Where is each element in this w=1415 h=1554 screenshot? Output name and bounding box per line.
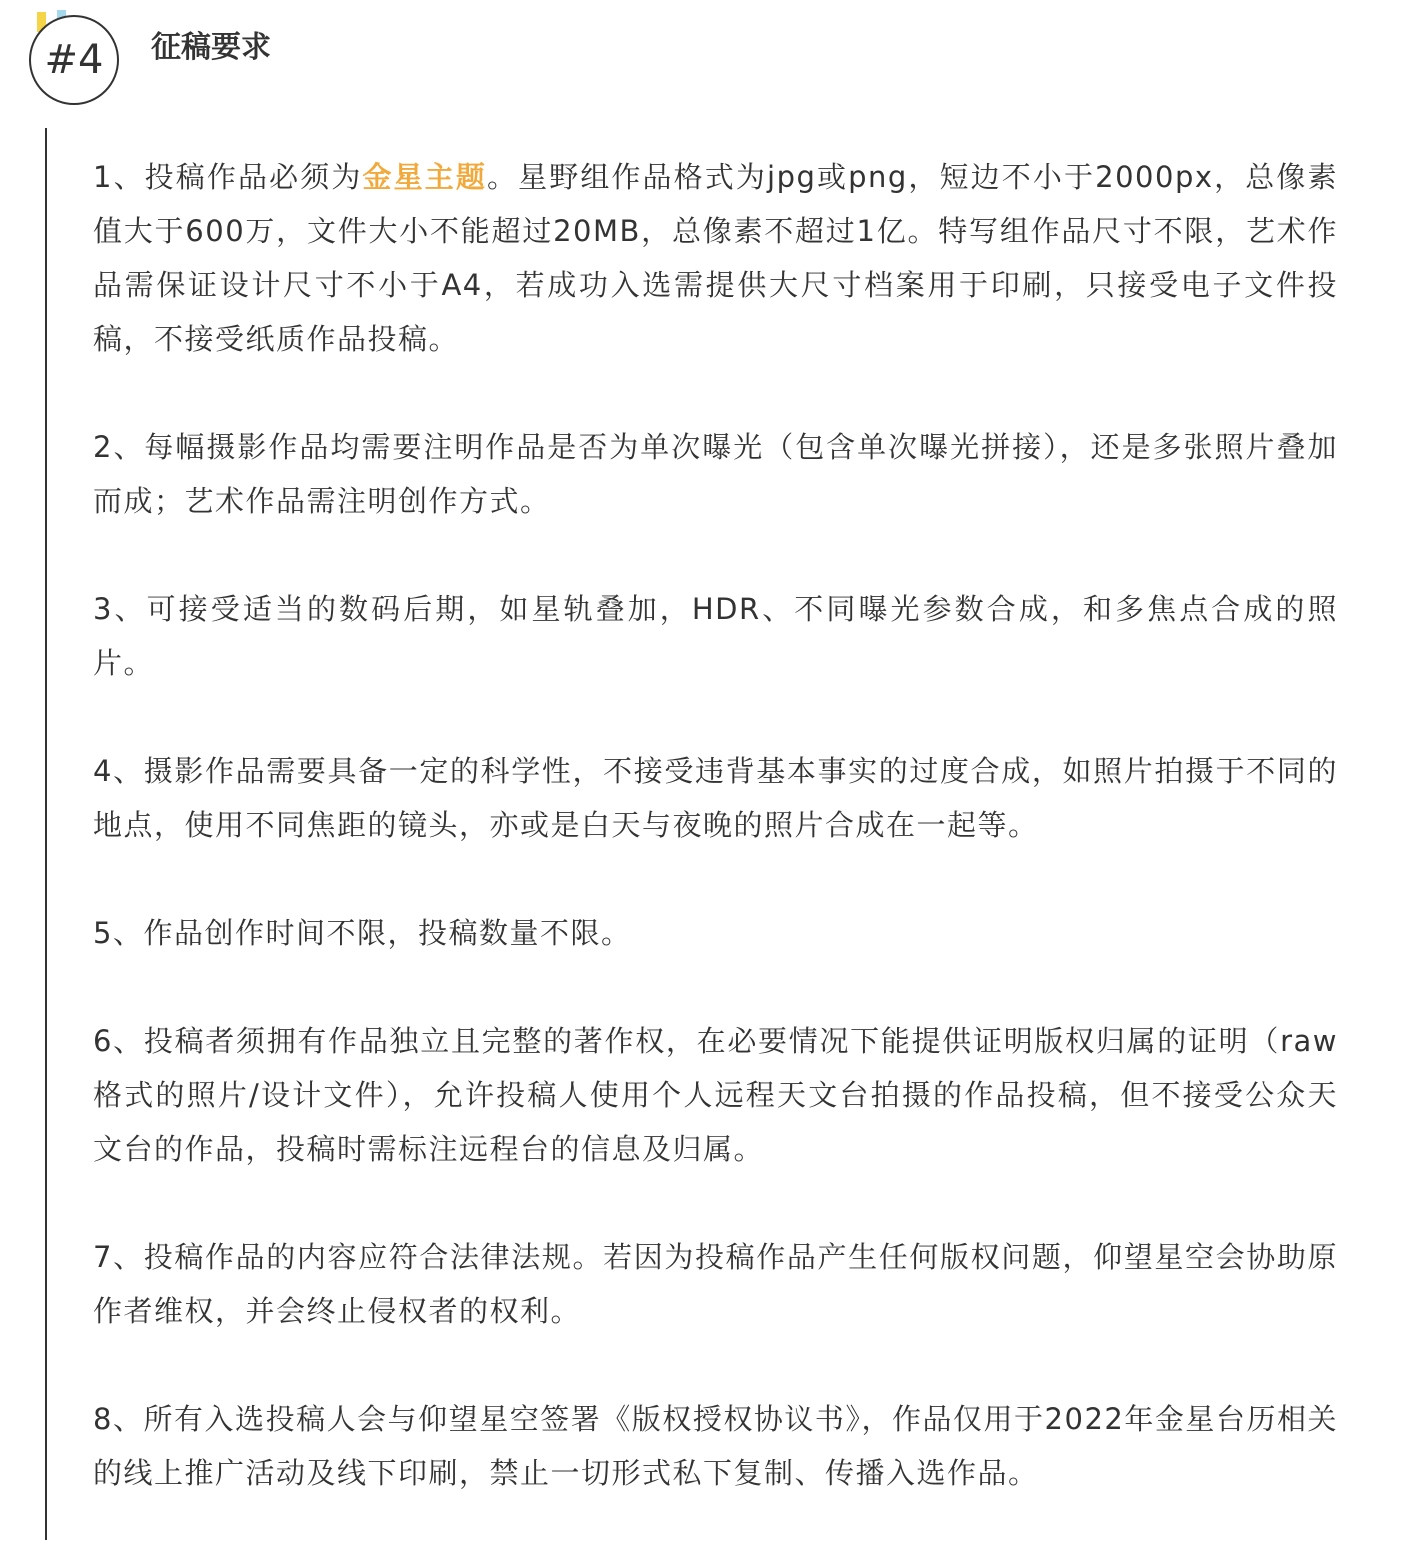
requirement-item-5: 5、作品创作时间不限，投稿数量不限。 <box>93 916 632 950</box>
section-divider-line <box>45 128 47 1540</box>
requirement-item-2: 2、每幅摄影作品均需要注明作品是否为单次曝光（包含单次曝光拼接），还是多张照片叠加而成；艺术作品需注明创作方式。 <box>93 430 1338 518</box>
requirement-item-4: 4、摄影作品需要具备一定的科学性，不接受违背基本事实的过度合成，如照片拍摄于不同的地点，使用不同焦距的镜头，亦或是白天与夜晚的照片合成在一起等。 <box>93 754 1338 842</box>
requirement-item-8: 8、所有入选投稿人会与仰望星空签署《版权授权协议书》，作品仅用于2022年金星台历相关的线上推广活动及线下印刷，禁止一切形式私下复制、传播入选作品。 <box>93 1402 1338 1490</box>
section-number-badge <box>29 15 119 105</box>
requirement-item-7: 7、投稿作品的内容应符合法律法规。若因为投稿作品产生任何版权问题，仰望星空会协助原作者维权，并会终止侵权者的权利。 <box>93 1240 1338 1328</box>
requirement-1-text-end: 。星野组作品格式为jpg或png，短边不小于2000px，总像素值大于600万，文件大小不能超过20MB，总像素不超过1亿。特写组作品尺寸不限，艺术作品需保证设计尺寸不小于A4，若成功入选需提供大尺寸档案用于印刷，只接受电子文件投稿，不接受纸质作品投稿。 <box>93 160 1338 356</box>
section-number: #4 <box>44 37 104 83</box>
requirement-item-6: 6、投稿者须拥有作品独立且完整的著作权，在必要情况下能提供证明版权归属的证明（raw格式的照片/设计文件），允许投稿人使用个人远程天文台拍摄的作品投稿，但不接受公众天文台的作品，投稿时需标注远程台的信息及归属。 <box>93 1024 1338 1166</box>
requirement-item-1 <box>93 150 1338 366</box>
section-title: 征稿要求 <box>151 30 271 65</box>
requirement-item-3: 3、可接受适当的数码后期，如星轨叠加，HDR、不同曝光参数合成，和多焦点合成的照片。 <box>93 592 1338 680</box>
theme-highlight: 金星主题 <box>362 160 487 194</box>
requirement-1-text-start: 1、投稿作品必须为 <box>93 160 363 194</box>
requirements-list <box>93 150 1338 1554</box>
